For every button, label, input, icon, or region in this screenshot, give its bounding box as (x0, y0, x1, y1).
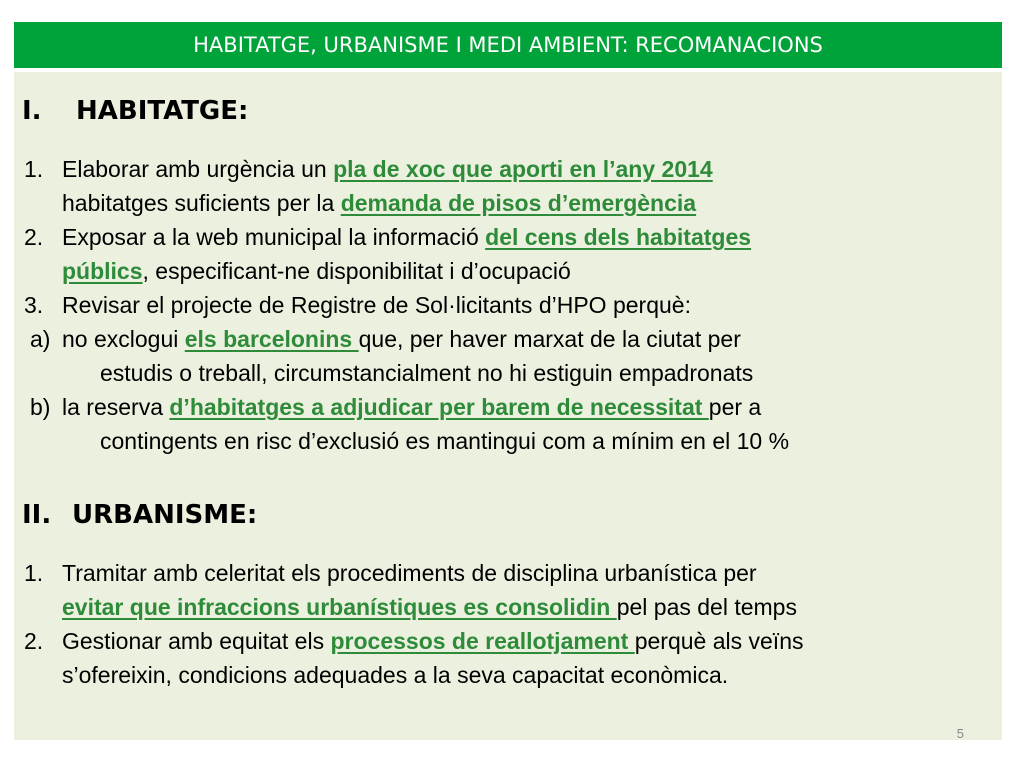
list-item (24, 624, 999, 692)
highlight-text: pla de xoc que aporti en l’any 2014 (333, 156, 713, 182)
list-item (24, 220, 999, 288)
item-text: estudis o treball, circumstancialment no hi estiguin empadronats (100, 360, 754, 386)
highlight-text: demanda de pisos d’emergència (340, 190, 697, 216)
item-number: 2. (24, 224, 44, 250)
item-text: , especificant-ne disponibilitat i d’ocupació (142, 258, 571, 284)
page-number: 5 (956, 726, 964, 741)
item-text: per a (708, 394, 762, 420)
highlight-text: processos de reallotjament (330, 628, 635, 654)
item-text: Elaborar amb urgència un (62, 156, 334, 182)
urbanisme-list (24, 556, 999, 692)
section-number: I. (22, 96, 42, 126)
highlight-text: d’habitatges a adjudicar per barem de necessitat (169, 394, 709, 420)
item-text: s’ofereixin, condicions adequades a la seva capacitat econòmica. (62, 662, 729, 688)
list-item (24, 556, 999, 624)
section-number: II. (22, 500, 52, 530)
slide-header (14, 22, 1002, 68)
section-habitatge-title (22, 96, 248, 126)
item-text: contingents en risc d’exclusió es mantingui com a mínim en el 10 % (100, 428, 790, 454)
highlight-text: públics (62, 258, 143, 284)
sub-item (30, 322, 999, 390)
section-title-text: HABITATGE: (76, 96, 249, 126)
item-text: Tramitar amb celeritat els procediments de disciplina urbanística per (62, 560, 757, 586)
item-text: Revisar el projecte de Registre de Sol·licitants d’HPO perquè: (62, 292, 691, 318)
item-number: 1. (24, 560, 44, 586)
item-text: Exposar a la web municipal la informació (62, 224, 486, 250)
item-text: no exclogui (62, 326, 185, 352)
list-item (24, 152, 999, 220)
sub-item (30, 390, 999, 458)
section-urbanisme-title (22, 500, 257, 530)
highlight-text: els barcelonins (184, 326, 359, 352)
item-text: que, per haver marxat de la ciutat per (358, 326, 741, 352)
list-item (24, 288, 999, 458)
item-text: pel pas del temps (616, 594, 797, 620)
item-text: perquè als veïns (634, 628, 804, 654)
item-text: la reserva (62, 394, 170, 420)
habitatge-list (24, 152, 999, 458)
highlight-text: evitar que infraccions urbanístiques es consolidin (62, 594, 617, 620)
sub-item-letter: a) (30, 326, 51, 352)
section-title-text: URBANISME: (72, 500, 258, 530)
highlight-text: del cens dels habitatges (485, 224, 752, 250)
item-text: habitatges suficients per la (62, 190, 341, 216)
sub-item-letter: b) (30, 394, 51, 420)
item-number: 2. (24, 628, 44, 654)
item-number: 1. (24, 156, 44, 182)
item-text: Gestionar amb equitat els (62, 628, 331, 654)
slide-title: HABITATGE, URBANISME I MEDI AMBIENT: RECOMANACIONS (193, 33, 823, 57)
item-number: 3. (24, 292, 44, 318)
